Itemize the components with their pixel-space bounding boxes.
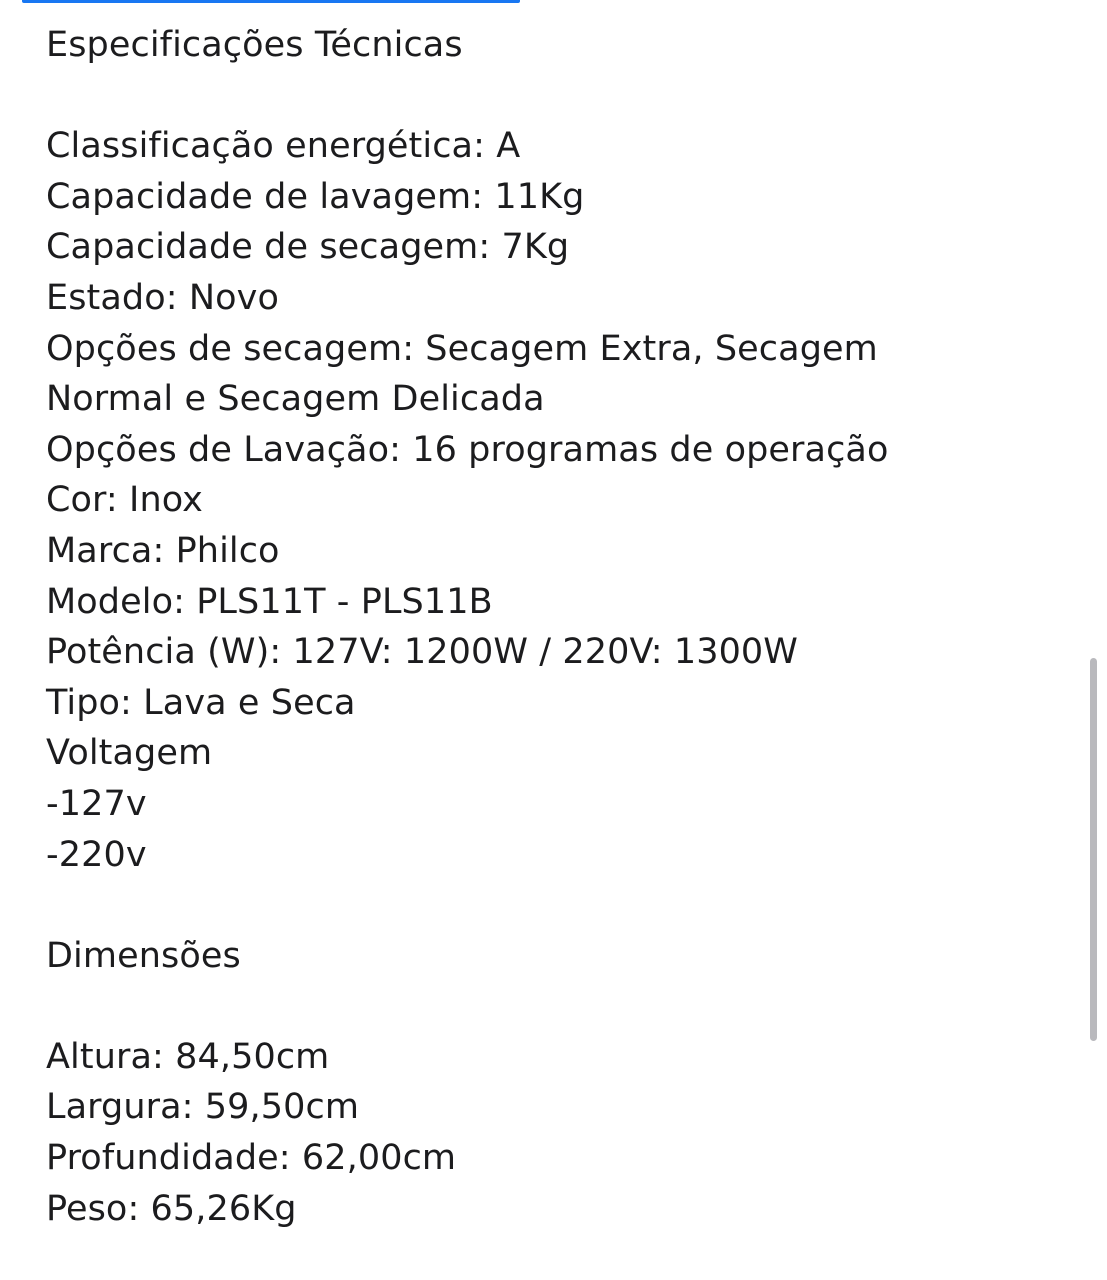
spec-brand: Marca: Philco (46, 530, 280, 571)
spec-condition: Estado: Novo (46, 277, 279, 318)
spec-color: Cor: Inox (46, 480, 203, 521)
dim-width: Largura: 59,50cm (46, 1087, 360, 1128)
spec-model: Modelo: PLS11T - PLS11B (46, 581, 493, 622)
section-title-dimensions: Dimensões (46, 935, 241, 976)
dim-height: Altura: 84,50cm (46, 1036, 330, 1077)
spec-dry-capacity: Capacidade de secagem: 7Kg (46, 227, 570, 268)
spec-type: Tipo: Lava e Seca (46, 682, 356, 723)
spec-dry-options-cont: Normal e Secagem Delicada (46, 379, 545, 420)
spec-dry-options: Opções de secagem: Secagem Extra, Secagem (46, 328, 878, 369)
product-description (46, 20, 1066, 1234)
scrollbar-thumb[interactable] (1090, 658, 1097, 1041)
spec-wash-capacity: Capacidade de lavagem: 11Kg (46, 176, 585, 217)
spec-energy-class: Classificação energética: A (46, 126, 521, 167)
dim-weight: Peso: 65,26Kg (46, 1188, 297, 1229)
top-progress-accent (22, 0, 520, 3)
blank-line (46, 880, 1066, 931)
spec-voltage-220: -220v (46, 834, 147, 875)
spec-power: Potência (W): 127V: 1200W / 220V: 1300W (46, 632, 799, 673)
spec-voltage-label: Voltagem (46, 733, 213, 774)
blank-line (46, 981, 1066, 1032)
spec-voltage-127: -127v (46, 783, 147, 824)
section-title-specs: Especificações Técnicas (46, 25, 463, 65)
spec-wash-options: Opções de Lavação: 16 programas de operação (46, 429, 889, 470)
blank-line (46, 71, 1066, 122)
dim-depth: Profundidade: 62,00cm (46, 1138, 457, 1179)
